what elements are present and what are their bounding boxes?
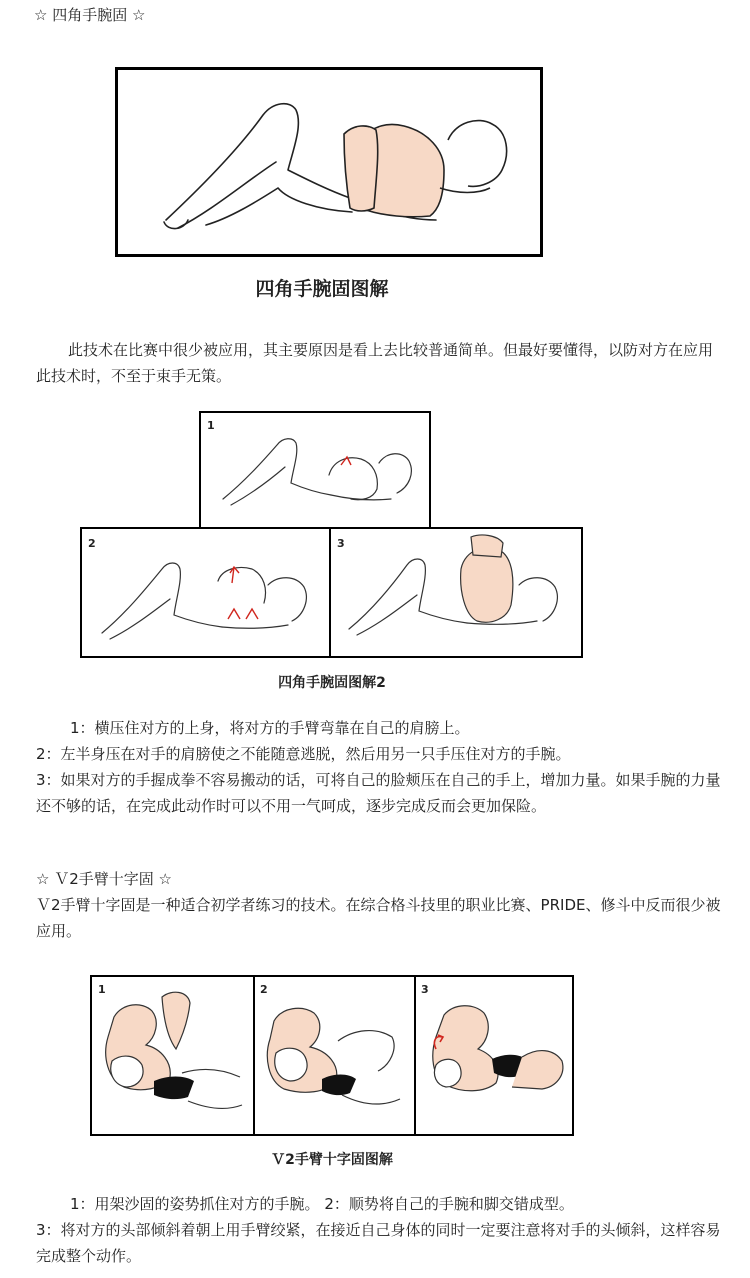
figure1-image (115, 67, 543, 257)
section1-paragraph: 此技术在比赛中很少被应用，其主要原因是看上去比较普通简单。但最好要懂得，以防对方在应用此技术时，不至于束手无策。 (36, 341, 714, 385)
figure1-caption: 四角手腕固图解 (255, 278, 389, 300)
figure2-panel-1-illustration (201, 413, 429, 527)
figure2-panel-number: 2 (88, 537, 96, 550)
figure2-panel-2 (80, 527, 331, 658)
figure3-caption: Ｖ2手臂十字固图解 (271, 1152, 393, 1168)
section2-heading: ☆ Ｖ2手臂十字固 ☆ (36, 870, 172, 888)
panel-divider (414, 977, 416, 1134)
section1-step-2: 2：左半身压在对手的肩膀使之不能随意逃脱，然后用另一只手压住对方的手腕。 (36, 745, 571, 763)
figure2-panel-number: 1 (207, 419, 215, 432)
figure3-panel-number: 3 (421, 983, 429, 996)
section1-step-3: 3：如果对方的手握成拳不容易搬动的话，可将自己的脸颊压在自己的手上，增加力量。如果手腕的力量还不够的话，在完成此动作时可以不用一气呵成，逐步完成反而会更加保险。 (36, 771, 721, 815)
figure2-panel-3-illustration (331, 529, 581, 656)
figure2-panel-1 (199, 411, 431, 529)
section2-step-line2: 3：将对方的头部倾斜着朝上用手臂绞紧，在接近自己身体的同时一定要注意将对手的头倾斜，这样容易完成整个动作。 (36, 1221, 721, 1265)
section1-heading: ☆ 四角手腕固 ☆ (34, 6, 146, 24)
figure1-illustration (118, 70, 540, 254)
figure3-panel-number: 2 (260, 983, 268, 996)
figure2-panel-2-illustration (82, 529, 329, 656)
section2-step-line1: 1：用架沙固的姿势抓住对方的手腕。 2：顺势将自己的手腕和脚交错成型。 (70, 1195, 574, 1213)
figure3-panel-number: 1 (98, 983, 106, 996)
figure3-illustration (92, 977, 572, 1134)
figure2-panel-3 (329, 527, 583, 658)
section2-paragraph: Ｖ2手臂十字固是一种适合初学者练习的技术。在综合格斗技里的职业比赛、PRIDE、修斗中反而很少被应用。 (36, 896, 721, 940)
panel-divider (253, 977, 255, 1134)
figure2-panel-number: 3 (337, 537, 345, 550)
figure3-image (90, 975, 574, 1136)
section1-step-1: 1：横压住对方的上身，将对方的手臂弯靠在自己的肩膀上。 (70, 719, 470, 737)
figure2-caption: 四角手腕固图解2 (278, 675, 386, 691)
